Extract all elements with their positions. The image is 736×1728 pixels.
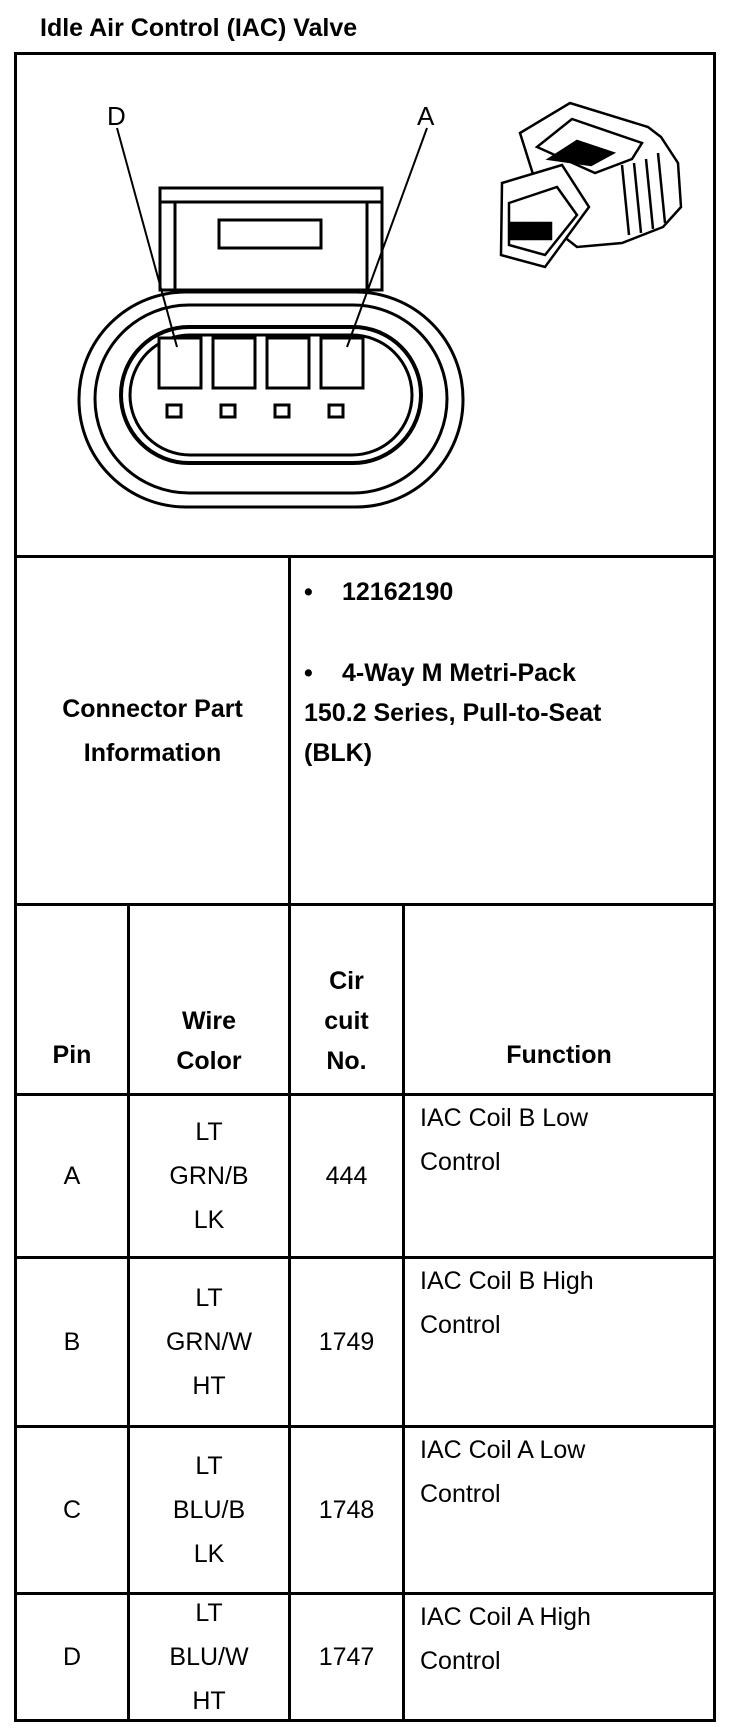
page-title: Idle Air Control (IAC) Valve: [40, 14, 358, 42]
function-cell: IAC Coil A Low Control: [420, 1436, 586, 1508]
function-cell: IAC Coil B High Control: [420, 1267, 594, 1339]
description-item: [304, 653, 709, 773]
cavity-d: [159, 338, 201, 388]
header-wire-color: Wire Color: [176, 1007, 242, 1075]
connector-illustration: [17, 55, 713, 555]
border-bottom: [14, 1719, 716, 1722]
wire-color-cell: LT BLU/B LK: [172, 1452, 246, 1568]
header-pin: Pin: [52, 1041, 92, 1069]
cavity-a: [321, 338, 363, 388]
description-line1: 4-Way M Metri-Pack: [342, 659, 576, 687]
circuit-cell: 444: [325, 1162, 368, 1190]
circuit-cell: 1749: [318, 1328, 375, 1356]
part-number: 12162190: [342, 578, 454, 606]
description-line2: 150.2 Series, Pull-to-Seat: [304, 699, 602, 727]
bullet-1: •: [304, 578, 313, 606]
header-circuit-no: Cir cuit No.: [324, 967, 369, 1075]
border-right: [713, 52, 716, 1722]
pin-cell: D: [62, 1643, 82, 1671]
connector-info-label: [17, 558, 288, 903]
function-cell: IAC Coil B Low Control: [420, 1104, 589, 1176]
description-line3: (BLK): [304, 739, 373, 767]
label-d: D: [107, 101, 126, 131]
pin-cell: A: [63, 1162, 81, 1190]
wire-color-cell: LT GRN/W HT: [165, 1284, 253, 1400]
circuit-cell: 1748: [318, 1496, 375, 1524]
header-function: Function: [506, 1041, 612, 1069]
connector-info-label-line2: Information: [83, 738, 222, 767]
label-a: A: [417, 101, 435, 131]
pin-cell: B: [63, 1328, 81, 1356]
cavity-c: [213, 338, 255, 388]
connector-perspective-view: [501, 103, 681, 267]
connector-info-values: [304, 572, 709, 773]
wire-color-cell: LT BLU/W HT: [169, 1599, 249, 1715]
bullet-2: •: [304, 659, 313, 687]
pin-cell: C: [62, 1496, 82, 1524]
function-cell: IAC Coil A High Control: [420, 1603, 591, 1675]
connector-info-label-line1: Connector Part: [62, 694, 243, 723]
wire-color-cell: LT GRN/B LK: [169, 1118, 249, 1234]
circuit-cell: 1747: [318, 1643, 375, 1671]
part-number-item: [304, 572, 709, 612]
cavity-b: [267, 338, 309, 388]
